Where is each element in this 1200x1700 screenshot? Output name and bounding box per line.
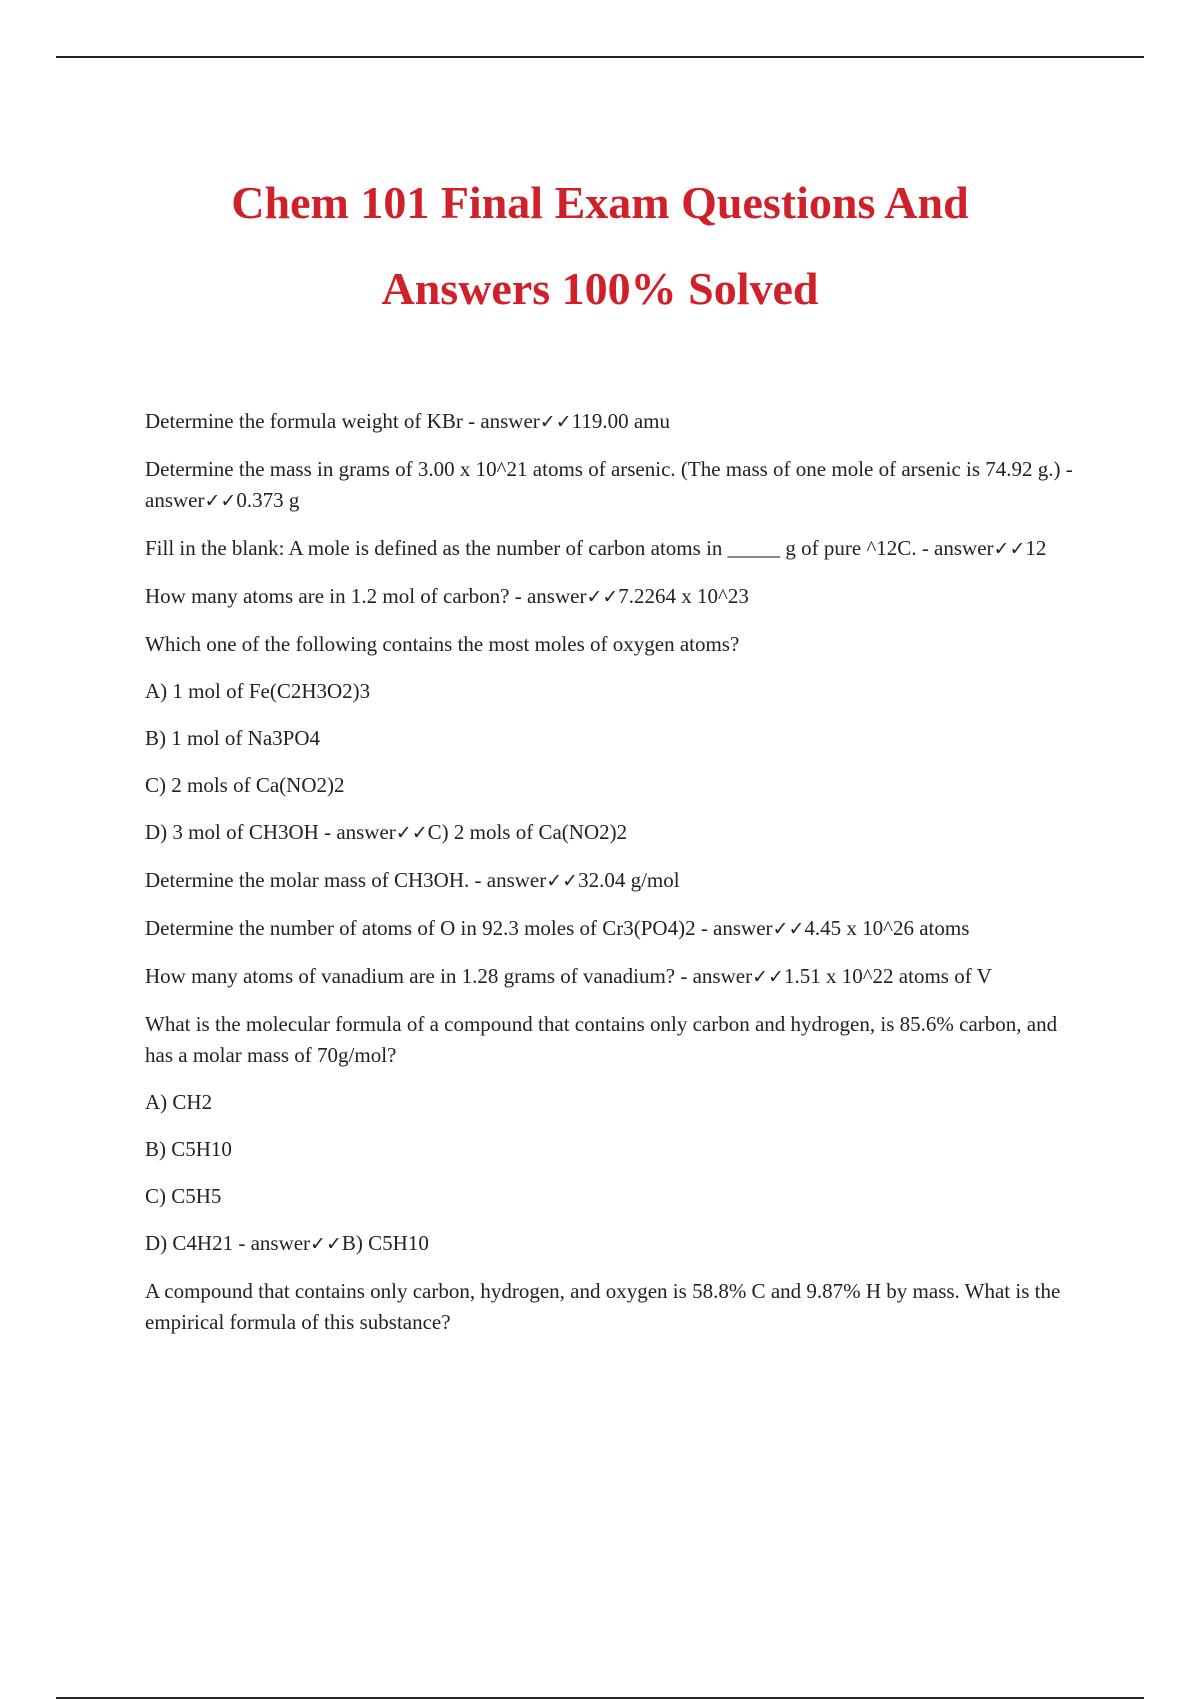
question-text: How many atoms of vanadium are in 1.28 grams of vanadium? - answer [145,964,753,988]
option-text: A) CH2 [145,1090,213,1114]
footer-rule [56,1697,1144,1699]
answer-text: 7.2264 x 10^23 [618,584,749,608]
qa-item [145,961,1090,993]
check-mark-icon: ✓✓ [586,586,619,608]
check-mark-icon: ✓✓ [772,918,805,940]
option-text: C) 2 mols of Ca(NO2)2 [145,773,345,797]
question-text: Determine the formula weight of KBr - answer [145,409,540,433]
header-rule [56,56,1144,58]
qa-item [145,533,1090,565]
answer-text: 4.45 x 10^26 atoms [804,916,970,940]
option-item [145,723,1090,754]
qa-item [145,1228,1090,1260]
question-text: Fill in the blank: A mole is defined as the number of carbon atoms in _____ g of pure ^12C. - answer [145,536,994,560]
qa-item [145,406,1090,438]
qa-item [145,817,1090,849]
answer-text: 1.51 x 10^22 atoms of V [783,964,992,988]
question-text: D) C4H21 - answer [145,1231,311,1255]
option-item [145,1087,1090,1118]
qa-item [145,1276,1090,1338]
qa-item [145,629,1090,660]
answer-text: 32.04 g/mol [578,868,680,892]
question-text: Determine the molar mass of CH3OH. - answer [145,868,547,892]
option-item [145,1134,1090,1165]
qa-item [145,1009,1090,1071]
question-text: Which one of the following contains the most moles of oxygen atoms? [145,632,740,656]
check-mark-icon: ✓✓ [539,411,572,433]
option-text: B) 1 mol of Na3PO4 [145,726,320,750]
document-title [0,160,1200,332]
check-mark-icon: ✓✓ [204,490,237,512]
qa-item [145,581,1090,613]
title-line-2: Answers 100% Solved [381,263,819,314]
option-text: A) 1 mol of Fe(C2H3O2)3 [145,679,371,703]
option-item [145,770,1090,801]
answer-text: C) 2 mols of Ca(NO2)2 [427,820,628,844]
option-text: C) C5H5 [145,1184,222,1208]
option-item [145,1181,1090,1212]
question-text: Determine the mass in grams of 3.00 x 10^21 atoms of arsenic. (The mass of one mole of arsenic is 74.92 g.) - answer [145,457,1073,512]
check-mark-icon: ✓✓ [546,870,579,892]
check-mark-icon: ✓✓ [310,1233,342,1255]
answer-text: 0.373 g [236,488,300,512]
title-line-1: Chem 101 Final Exam Questions And [231,177,969,228]
question-text: A compound that contains only carbon, hydrogen, and oxygen is 58.8% C and 9.87% H by mass. What is the empirical formula of this substance? [145,1279,1061,1334]
question-text: How many atoms are in 1.2 mol of carbon? - answer [145,584,587,608]
answer-text: 119.00 amu [571,409,671,433]
question-text: Determine the number of atoms of O in 92.3 moles of Cr3(PO4)2 - answer [145,916,773,940]
option-item [145,676,1090,707]
option-text: B) C5H10 [145,1137,232,1161]
check-mark-icon: ✓✓ [395,822,428,844]
qa-item [145,454,1090,517]
question-text: What is the molecular formula of a compound that contains only carbon and hydrogen, is 85.6% carbon, and has a molar mass of 70g/mol? [145,1012,1058,1067]
answer-text: 12 [1025,536,1047,560]
qa-item [145,913,1090,945]
check-mark-icon: ✓✓ [752,966,784,988]
question-text: D) 3 mol of CH3OH - answer [145,820,396,844]
qa-item [145,865,1090,897]
check-mark-icon: ✓✓ [993,538,1026,560]
answer-text: B) C5H10 [341,1231,429,1255]
qa-list [145,406,1090,1354]
